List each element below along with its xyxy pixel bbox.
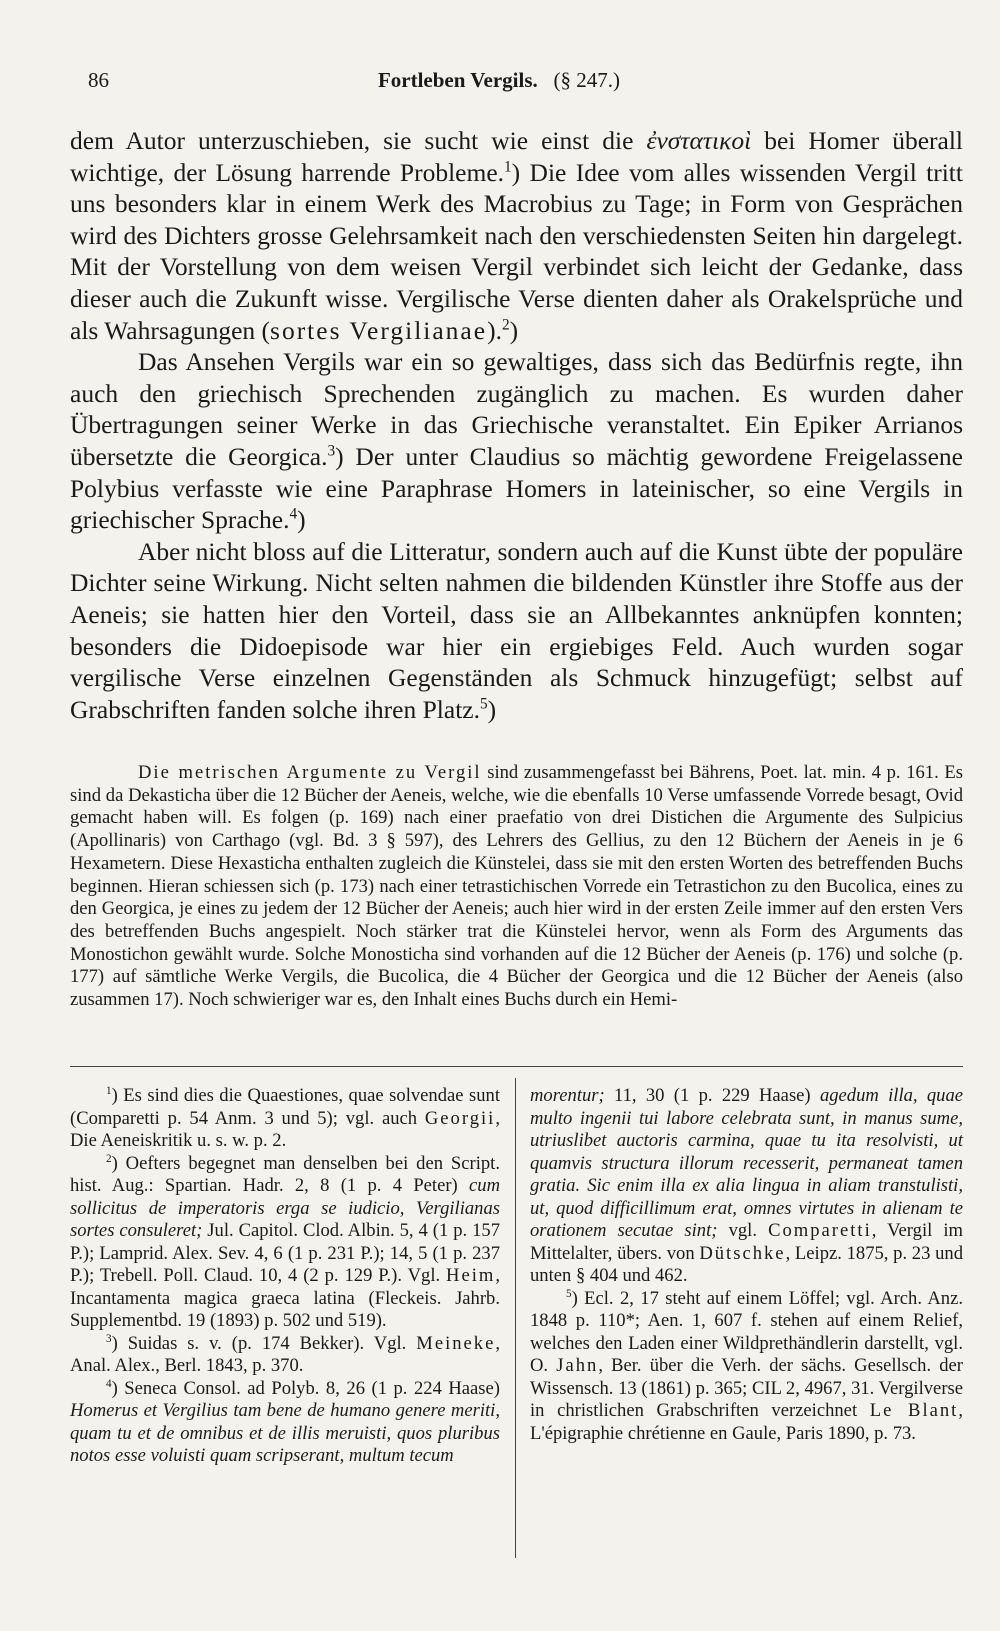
footnote-4: $^4$) Seneca Consol. ad Polyb. 8, 26 (1 p. 224 Haase) Homerus et Vergilius tam bene de humano genere meriti, quam tu et de omnibus et de illis meruisti, quos pluribus notos esse voluisti quam scripserant, multum tecum <box>70 1377 500 1466</box>
page-header <box>70 60 928 100</box>
paragraph-1: dem Autor unterzuschieben, sie sucht wie einst die ἐνστατικοὶ bei Homer überall wichtige, der Lösung harrende Probleme.$^1$) Die Idee vom alles wissenden Vergil tritt uns besonders klar in einem Werk des Macrobius zu Tage; in Form von Gesprächen wird des Dichters grosse Gelehrsamkeit nach den verschiedensten Seiten hin dargelegt. Mit der Vorstellung von dem weisen Vergil verbindet sich leicht der Gedanke, dass dieser auch die Zukunft wisse. Vergilische Verse dienten daher als Orakelsprüche und als Wahrsagungen (sortes Vergilianae).$^2$) <box>70 126 963 345</box>
main-text <box>70 125 963 725</box>
small-print-paragraph: Die metrischen Argumente zu Vergil sind zusammengefasst bei Bährens, Poet. lat. min. 4 p. 161. Es sind da Dekasticha über die 12 Bücher der Aeneis, welche, wie die ebenfalls 10 Verse umfassende Vorrede besagt, Ovid gemacht haben will. Es folgen (p. 169) nach einer praefatio von drei Distichen die Argumente des Sulpicius (Apollinaris) von Carthago (vgl. Bd. 3 § 597), des Lehrers des Gellius, zu den 12 Büchern der Aeneis in je 6 Hexametern. Diese Hexasticha enthalten zugleich die Künstelei, dass sie mit den ersten Worten des betreffenden Buchs beginnen. Hieran schiessen sich (p. 173) nach einer tetrastichischen Vorrede ein Tetrastichon zu den Bucolica, eines zu den Georgica, je eines zu jedem der 12 Bücher der Aeneis; auch hier wird in der ersten Zeile immer auf den ersten Vers des betreffenden Buchs angespielt. Noch stärker trat die Künstelei hervor, wenn als Form des Arguments das Monostichon gewählt wurde. Solche Monosticha sind vorhanden auf die 12 Bücher der Aeneis (p. 176) und solche (p. 177) auf sämtliche Werke Vergils, die Bucolica, die 4 Bücher der Georgica und die 12 Bücher der Aeneis (also zusammen 17). Noch schwieriger war es, den Inhalt eines Buchs durch ein Hemi- <box>70 762 963 1011</box>
running-title-text: Fortleben Vergils. <box>377 68 538 92</box>
footnote-2: $^2$) Oefters begegnet man denselben bei den Script. hist. Aug.: Spartian. Hadr. 2, 8 (1 p. 4 Peter) cum sollicitus de imperatoris erga se iudicio, Vergilianas sortes consuleret; Jul. Capitol. Clod. Albin. 5, 4 (1 p. 157 P.); Lamprid. Alex. Sev. 4, 6 (1 p. 231 P.); 14, 5 (1 p. 237 P.); Trebell. Poll. Claud. 10, 4 (2 p. 129 P.). Vgl. Heim, Incantamenta magica graeca latina (Fleckeis. Jahrb. Supplementbd. 19 (1893) p. 502 und 519). <box>70 1152 501 1331</box>
spaced-emphasis: Die metrischen Argumente zu Vergil <box>138 762 482 783</box>
footnote-ref: 4 <box>289 505 298 523</box>
page-number: 86 <box>88 68 109 92</box>
footnote-ref: 3 <box>327 442 336 460</box>
footnotes-left-column <box>70 1085 500 1468</box>
footnote-3: $^3$) Suidas s. v. (p. 174 Bekker). Vgl. Meineke, Anal. Alex., Berl. 1843, p. 370. <box>70 1332 500 1376</box>
greek-word: ἐνστατικοὶ <box>646 126 752 155</box>
footnote-ref: 2 <box>501 316 510 334</box>
footnote-ref: 1 <box>504 158 512 176</box>
footnote-divider <box>70 1066 963 1067</box>
footnote-5: $^5$) Ecl. 2, 17 steht auf einem Löffel; vgl. Arch. Anz. 1848 p. 110*; Aen. 1, 607 f. stehen auf einem Relief, welches den Laden einer Wildprethändlerin darstellt, vgl. O. Jahn, Ber. über die Verh. der sächs. Gesellsch. der Wissensch. 13 (1861) p. 365; CIL 2, 4967, 31. Vergilverse in christlichen Grabschriften verzeichnet Le Blant, L'épigraphie chrétienne en Gaule, Paris 1890, p. 73. <box>530 1287 963 1444</box>
footnote-ref: 5 <box>479 695 488 713</box>
running-title <box>70 68 928 93</box>
paragraph-3: Aber nicht bloss auf die Litteratur, sondern auch auf die Kunst übte der populäre Dichter seine Wirkung. Nicht selten nahmen die bildenden Künstler ihre Stoffe aus der Aeneis; sie hatten hier den Vorteil, dass sie an Allbekanntes anknüpfen konnten; besonders die Didoepisode war hier ein ergiebiges Feld. Auch wurden sogar vergilische Verse einzelnen Gegenständen als Schmuck hinzugefügt; selbst auf Grabschriften fanden solche ihren Platz.$^5$) <box>70 536 963 724</box>
column-divider <box>515 1078 516 1558</box>
section-reference: (§ 247.) <box>553 68 621 92</box>
footnote-1: $^1$) Es sind dies die Quaestiones, quae solvendae sunt (Comparetti p. 54 Anm. 3 und 5); vgl. auch Georgii, Die Aeneiskritik u. s. w. p. 2. <box>70 1084 500 1151</box>
spaced-emphasis: sortes Vergilianae <box>270 315 488 345</box>
footnotes-right-column <box>530 1085 963 1445</box>
paragraph-2: Das Ansehen Vergils war ein so gewaltiges, dass sich das Bedürfnis regte, ihn auch den griechisch Sprechenden zugänglich zu machen. Es wurden daher Übertragungen seiner Werke in das Griechische veranstaltet. Ein Epiker Arrianos übersetzte die Georgica.$^3$) Der unter Claudius so mächtig gewordene Freigelassene Polybius verfasste wie eine Paraphrase Homers in lateinischer, so eine Vergils in griechischer Sprache.$^4$) <box>70 347 963 535</box>
footnote-4-continued: morentur; 11, 30 (1 p. 229 Haase) agedum illa, quae multo ingenii tui labore celebrata sunt, in manus sume, utriuslibet auctoris carmina, quae tu ita resolvisti, ut quamvis structura illorum recesserit, permaneat tamen gratia. Sic enim illa ex alia lingua in aliam transtulisti, ut, quod difficillimum erat, omnes virtutes in alienam te orationem secutae sint; vgl. Comparetti, Vergil im Mittelalter, übers. von Dütschke, Leipz. 1875, p. 23 und unten § 404 und 462. <box>530 1085 964 1286</box>
